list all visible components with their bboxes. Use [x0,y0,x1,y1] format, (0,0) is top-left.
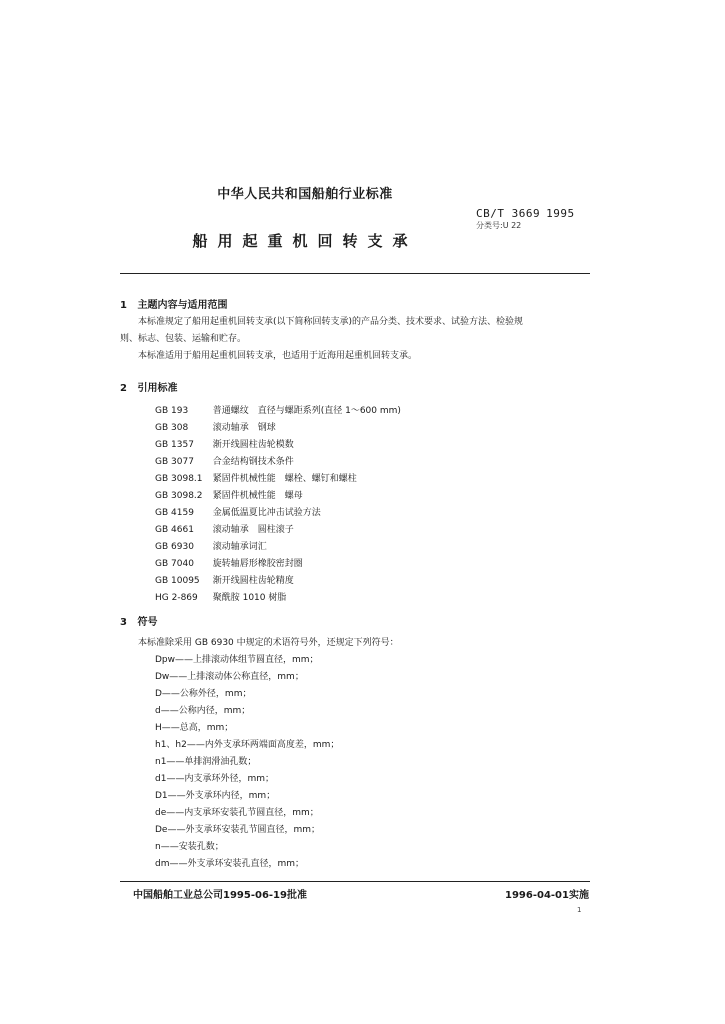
symbol-definition: Dw——上排滚动体公称直径，mm； [155,672,304,682]
reference-code: GB 1357 [155,440,194,450]
reference-code: GB 3098.2 [155,491,203,501]
section-heading [120,297,600,314]
paragraph: 本标准除采用 GB 6930 中规定的术语符号外，还规定下列符号： [138,638,399,648]
section-3 [120,614,600,873]
header-divider [120,273,590,274]
reference-code: GB 6930 [155,542,194,552]
paragraph-continuation: 则、标志、包装、运输和贮存。 [120,334,247,344]
section-1 [120,297,600,365]
reference-code: GB 10095 [155,576,200,586]
approval-info: 中国船舶工业总公司1995-06-19批准 [133,890,307,901]
paragraph: 本标准规定了船用起重机回转支承(以下简称回转支承)的产品分类、技术要求、试验方法、检验规 [138,317,524,327]
reference-item [155,556,600,573]
reference-code: GB 4159 [155,508,194,518]
symbol-definition: n——安装孔数； [155,842,224,852]
reference-code: GB 4661 [155,525,194,535]
reference-name: 旋转轴唇形橡胶密封圈 [212,559,303,569]
symbol-definition: n1——单排润滑油孔数； [155,757,257,767]
reference-code: GB 193 [155,406,189,416]
reference-item [155,522,600,539]
reference-item [155,454,600,471]
reference-name: 紧固件机械性能 螺栓、螺钉和螺柱 [212,474,357,484]
symbol-definition: D——公称外径，mm； [155,689,252,699]
page-number: 1 [577,906,582,914]
symbol-definition: H——总高，mm； [155,723,234,733]
section-title: 引用标准 [137,383,178,394]
section-2 [120,380,600,607]
reference-name: 普通螺纹 直径与螺距系列(直径 1～600 mm) [212,406,401,416]
reference-item [155,539,600,556]
section-heading [120,380,600,397]
reference-code: HG 2-869 [155,593,198,603]
section-title: 主题内容与适用范围 [137,300,228,311]
reference-item [155,403,600,420]
standard-code [476,207,575,220]
reference-item [155,471,600,488]
reference-list [155,403,600,607]
paragraph: 本标准适用于船用起重机回转支承，也适用于近海用起重机回转支承。 [138,351,418,361]
symbol-definition: Dpw——上排滚动体组节圆直径，mm； [155,655,319,665]
reference-code: GB 3098.1 [155,474,203,484]
reference-item [155,590,600,607]
symbol-definition: d——公称内径，mm； [155,706,251,716]
implementation-date: 1996-04-01实施 [505,890,589,901]
reference-name: 金属低温夏比冲击试验方法 [212,508,321,518]
symbol-definition: De——外支承环安装孔节圆直径，mm； [155,825,321,835]
reference-name: 紧固件机械性能 螺母 [212,491,303,501]
reference-item [155,573,600,590]
reference-item [155,437,600,454]
section-number: 2 [120,383,127,394]
section-heading [120,614,600,631]
reference-name: 滚动轴承 圆柱滚子 [212,525,294,535]
reference-name: 滚动轴承 钢球 [212,423,276,433]
standard-title: 船用起重机回转支承 [192,232,418,250]
reference-item [155,488,600,505]
reference-name: 滚动轴承词汇 [212,542,267,552]
reference-name: 渐开线圆柱齿轮精度 [212,576,294,586]
reference-code: GB 308 [155,423,189,433]
issuing-authority: 中华人民共和国船舶行业标准 [217,187,393,202]
standard-code-number: CB/T 3669 [476,207,541,220]
symbol-definition: h1、h2——内外支承环两端面高度差，mm； [155,740,340,750]
reference-name: 合金结构钢技术条件 [212,457,294,467]
symbol-list [155,652,600,873]
section-number: 1 [120,300,127,311]
footer-divider [120,881,590,882]
reference-code: GB 3077 [155,457,194,467]
reference-item [155,505,600,522]
section-title: 符号 [137,617,158,628]
symbol-definition: de——内支承环安装孔节圆直径，mm； [155,808,319,818]
symbol-definition: dm——外支承环安装孔直径，mm； [155,859,305,869]
symbol-definition: D1——外支承环内径，mm； [155,791,276,801]
reference-name: 聚酰胺 1010 树脂 [212,593,287,603]
classification-number: 分类号:U 22 [476,221,522,230]
symbol-definition: d1——内支承环外径，mm； [155,774,274,784]
reference-name: 渐开线圆柱齿轮模数 [212,440,294,450]
reference-item [155,420,600,437]
reference-code: GB 7040 [155,559,194,569]
standard-year: 1995 [546,207,575,220]
section-number: 3 [120,617,127,628]
